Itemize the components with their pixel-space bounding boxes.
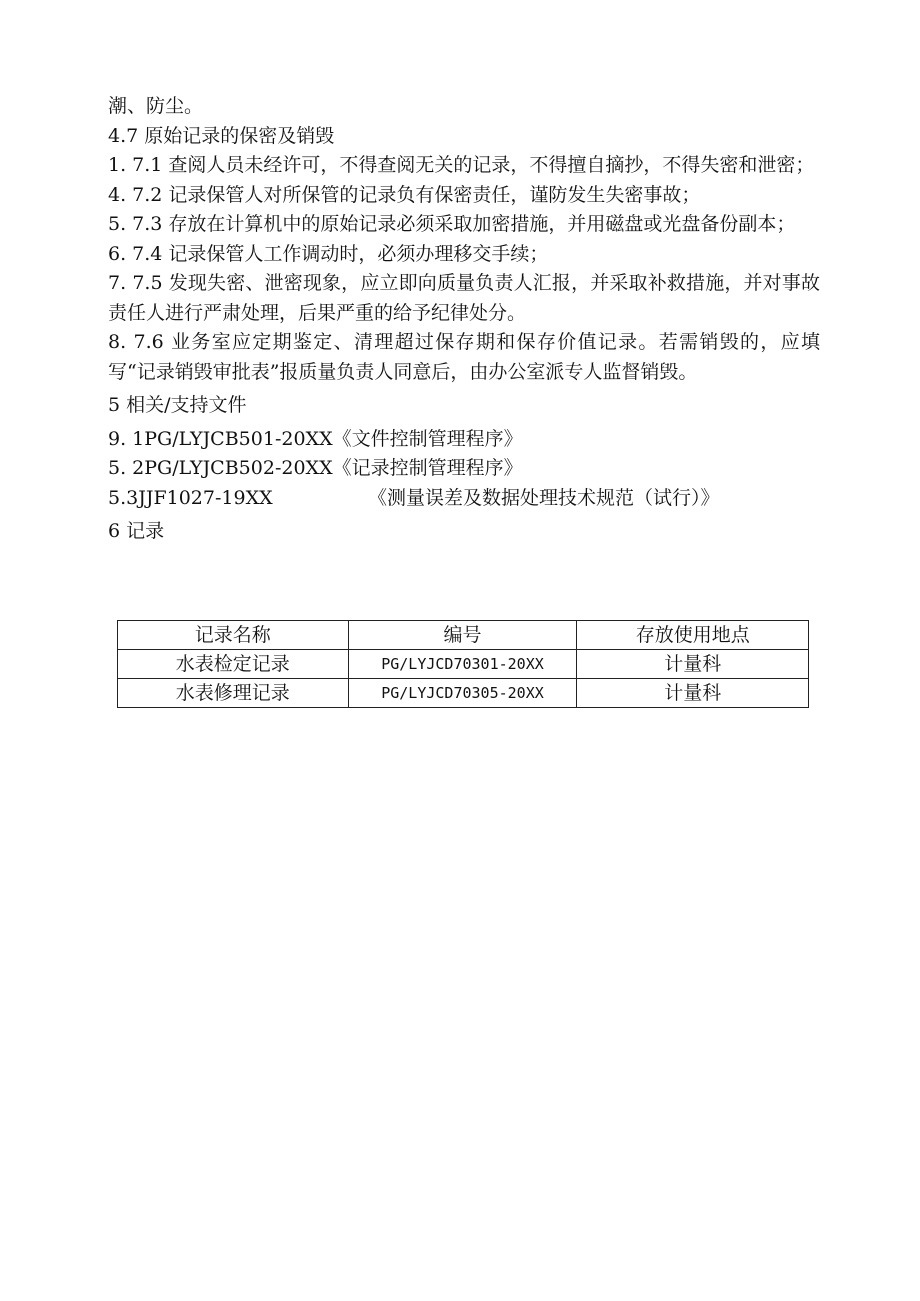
reference-5-3 bbox=[108, 484, 820, 514]
reference-5-3-code: 5.3JJF1027-19XX bbox=[108, 486, 273, 509]
cell-record-number: PG/LYJCD70305-20XX bbox=[348, 679, 577, 708]
table-row bbox=[118, 650, 809, 679]
list-item-7-1: 1. 7.1 查阅人员未经许可，不得查阅无关的记录，不得擅自摘抄，不得失密和泄密； bbox=[108, 154, 815, 176]
cell-record-number: PG/LYJCD70301-20XX bbox=[348, 650, 577, 679]
list-item-7-5: 7. 7.5 发现失密、泄密现象，应立即向质量负责人汇报，并采取补救措施，并对事故责任人进行严肃处理，后果严重的给予纪律处分。 bbox=[108, 272, 820, 324]
list-item-7-4: 6. 7.4 记录保管人工作调动时，必须办理移交手续； bbox=[108, 242, 549, 265]
reference-5-3-title: 《测量误差及数据处理技术规范（试行）》 bbox=[368, 486, 720, 509]
header-storage-location: 存放使用地点 bbox=[577, 621, 809, 650]
list-item-7-2: 4. 7.2 记录保管人对所保管的记录负有保密责任，谨防发生失密事故； bbox=[108, 183, 701, 206]
list-item-7-3: 5. 7.3 存放在计算机中的原始记录必须采取加密措施，并用磁盘或光盘备份副本； bbox=[108, 213, 796, 235]
section-heading-5: 5 相关/支持文件 bbox=[108, 394, 247, 416]
table-row bbox=[118, 679, 809, 708]
header-record-name: 记录名称 bbox=[118, 621, 349, 650]
document-body bbox=[108, 92, 820, 547]
header-record-number: 编号 bbox=[348, 621, 577, 650]
table-header-row bbox=[118, 621, 809, 650]
reference-5-2: 5. 2PG/LYJCB502-20XX《记录控制管理程序》 bbox=[108, 457, 523, 479]
cell-storage-location: 计量科 bbox=[577, 650, 809, 679]
list-item-7-6: 8. 7.6 业务室应定期鉴定、清理超过保存期和保存价值记录。若需销毁的，应填写“记录销毁审批表”报质量负责人同意后，由办公室派专人监督销毁。 bbox=[108, 331, 820, 383]
section-heading-4-7: 4.7 原始记录的保密及销毁 bbox=[108, 124, 335, 147]
section-heading-6: 6 记录 bbox=[108, 520, 165, 542]
paragraph-continuation: 潮、防尘。 bbox=[108, 95, 204, 117]
cell-record-name: 水表修理记录 bbox=[118, 679, 349, 708]
records-table bbox=[117, 620, 809, 708]
reference-5-1: 9. 1PG/LYJCB501-20XX《文件控制管理程序》 bbox=[108, 427, 523, 450]
cell-record-name: 水表检定记录 bbox=[118, 650, 349, 679]
cell-storage-location: 计量科 bbox=[577, 679, 809, 708]
